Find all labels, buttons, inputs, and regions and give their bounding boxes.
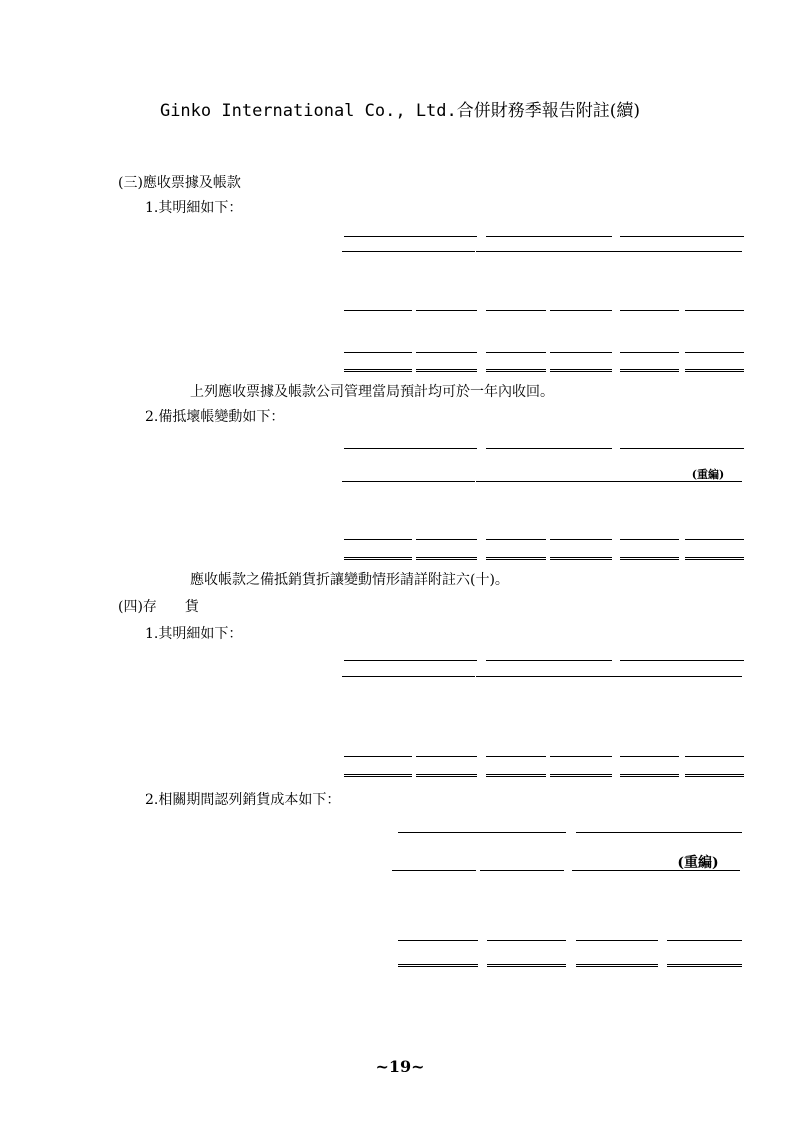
column-header-underline xyxy=(476,481,544,482)
period-header-underline xyxy=(620,660,744,661)
total-double-underline xyxy=(550,369,612,372)
section-3-subheading-1: 1.其明細如下： xyxy=(145,200,243,216)
subtotal-underline xyxy=(398,940,478,941)
section-4-subheading-2: 2.相關期間認列銷貨成本如下： xyxy=(145,792,341,808)
total-double-underline xyxy=(685,369,744,372)
subtotal-underline xyxy=(416,539,477,540)
subtotal-underline xyxy=(344,539,412,540)
total-double-underline xyxy=(344,369,412,372)
subtotal-underline xyxy=(620,539,679,540)
section-4-subheading-1: 1.其明細如下： xyxy=(145,626,243,642)
page-title: Ginko International Co., Ltd.合併財務季報告附註(續) xyxy=(159,101,641,121)
total-double-underline xyxy=(344,557,412,560)
column-header-underline xyxy=(674,251,742,252)
column-header-underline xyxy=(476,251,544,252)
subtotal-underline xyxy=(685,756,744,757)
subtotal-underline xyxy=(550,756,612,757)
subtotal-underline xyxy=(685,352,744,353)
subtotal-underline xyxy=(576,940,658,941)
column-header-underline xyxy=(674,481,742,482)
total-double-underline xyxy=(486,557,546,560)
subtotal-underline xyxy=(486,756,546,757)
total-double-underline xyxy=(416,774,477,777)
period-header-underline xyxy=(486,660,612,661)
total-double-underline xyxy=(550,557,612,560)
column-header-underline xyxy=(609,481,677,482)
subtotal-underline xyxy=(416,310,477,311)
period-header-underline xyxy=(620,448,744,449)
total-double-underline xyxy=(416,557,477,560)
period-header-underline xyxy=(344,660,477,661)
section-4-heading: (四)存 貨 xyxy=(118,599,199,615)
column-header-underline xyxy=(407,251,475,252)
total-double-underline xyxy=(620,557,679,560)
column-header-underline xyxy=(407,676,475,677)
total-double-underline xyxy=(620,774,679,777)
period-header-underline xyxy=(486,236,612,237)
column-header-underline xyxy=(609,676,677,677)
column-header-underline xyxy=(572,870,656,871)
subtotal-underline xyxy=(344,352,412,353)
total-double-underline xyxy=(486,369,546,372)
column-header-underline xyxy=(674,676,742,677)
subtotal-underline xyxy=(416,756,477,757)
column-header-underline xyxy=(407,481,475,482)
period-header-underline xyxy=(344,448,477,449)
subtotal-underline xyxy=(486,352,546,353)
column-header: (重編) xyxy=(677,855,719,871)
total-double-underline xyxy=(667,964,742,967)
subtotal-underline xyxy=(620,756,679,757)
column-header-underline xyxy=(480,870,564,871)
period-header-underline xyxy=(398,832,566,833)
period-header-underline xyxy=(620,236,744,237)
subtotal-underline xyxy=(550,352,612,353)
column-header-underline xyxy=(342,676,410,677)
column-header-underline xyxy=(656,870,740,871)
subtotal-underline xyxy=(620,310,679,311)
period-header-underline xyxy=(576,832,742,833)
total-double-underline xyxy=(344,774,412,777)
column-header-underline xyxy=(342,481,410,482)
total-double-underline xyxy=(487,964,566,967)
section-3-subheading-2: 2.備抵壞帳變動如下： xyxy=(145,409,285,425)
subtotal-underline xyxy=(344,310,412,311)
total-double-underline xyxy=(620,369,679,372)
column-header-underline xyxy=(542,251,610,252)
subtotal-underline xyxy=(667,940,742,941)
subtotal-underline xyxy=(486,310,546,311)
section-3-note-2: 應收帳款之備抵銷貨折讓變動情形請詳附註六(十)。 xyxy=(190,572,509,588)
column-header-underline xyxy=(476,676,544,677)
subtotal-underline xyxy=(550,539,612,540)
total-double-underline xyxy=(576,964,658,967)
total-double-underline xyxy=(416,369,477,372)
subtotal-underline xyxy=(685,310,744,311)
subtotal-underline xyxy=(344,756,412,757)
period-header-underline xyxy=(486,448,612,449)
total-double-underline xyxy=(486,774,546,777)
subtotal-underline xyxy=(685,539,744,540)
period-header-underline xyxy=(344,236,477,237)
subtotal-underline xyxy=(416,352,477,353)
column-header-underline xyxy=(342,251,410,252)
subtotal-underline xyxy=(486,539,546,540)
column-header-underline xyxy=(542,676,610,677)
column-header-underline xyxy=(392,870,476,871)
section-3-note-1: 上列應收票據及帳款公司管理當局預計均可於一年內收回。 xyxy=(190,384,554,400)
subtotal-underline xyxy=(487,940,566,941)
column-header: (重編) xyxy=(691,468,725,481)
total-double-underline xyxy=(685,557,744,560)
column-header-underline xyxy=(609,251,677,252)
column-header-underline xyxy=(542,481,610,482)
subtotal-underline xyxy=(550,310,612,311)
section-3-heading: (三)應收票據及帳款 xyxy=(118,175,241,191)
subtotal-underline xyxy=(620,352,679,353)
total-double-underline xyxy=(550,774,612,777)
page-number: ~19~ xyxy=(375,1057,425,1076)
total-double-underline xyxy=(685,774,744,777)
total-double-underline xyxy=(398,964,478,967)
